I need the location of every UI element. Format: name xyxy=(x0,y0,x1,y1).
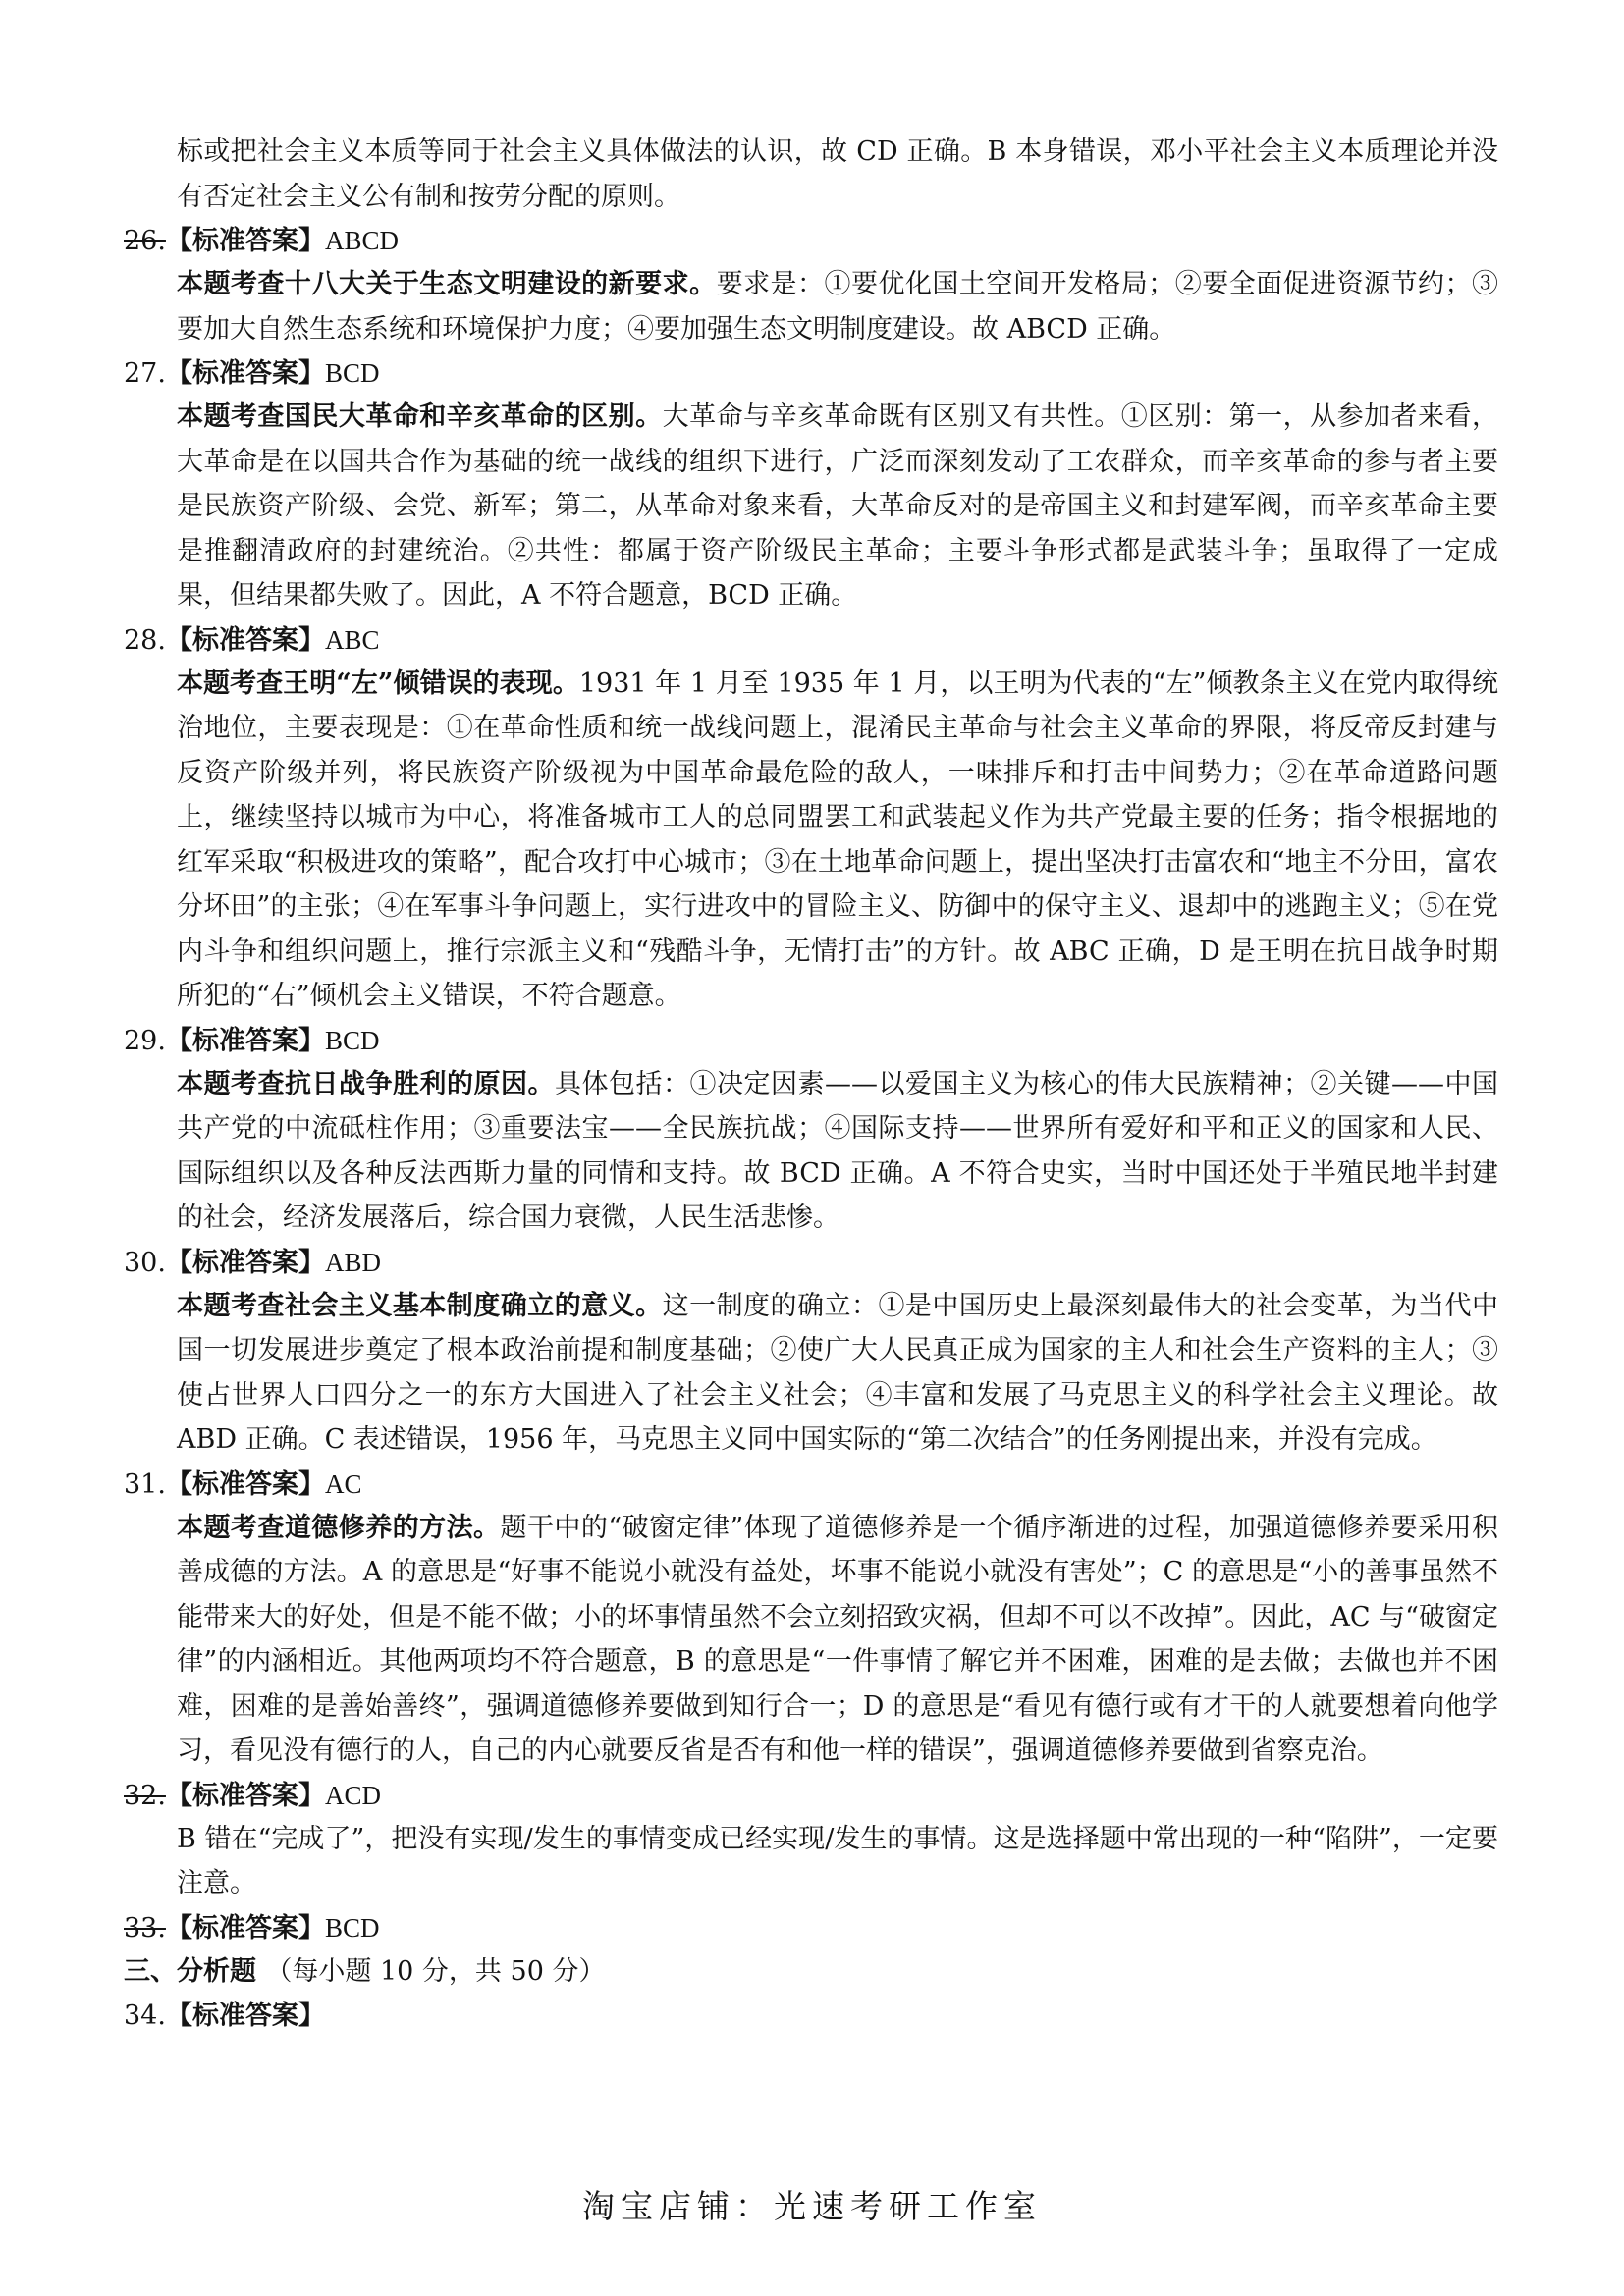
answer-value: ABD xyxy=(324,1247,381,1277)
answer-value: AC xyxy=(324,1468,362,1499)
answer-tag: 【标准答案】 xyxy=(165,1780,325,1811)
question-number: 34. xyxy=(124,2000,166,2031)
answer-tag: 【标准答案】 xyxy=(165,624,325,656)
explanation-lead: 本题考查道德修养的方法。 xyxy=(177,1512,501,1543)
explanation-lead: 本题考查国民大革命和辛亥革命的区别。 xyxy=(177,401,663,432)
question-header xyxy=(124,618,1498,662)
question-header xyxy=(124,1019,1498,1062)
section-heading xyxy=(124,1949,1498,1995)
explanation-lead: 本题考查抗日战争胜利的原因。 xyxy=(177,1068,555,1099)
explanation-lead: 本题考查十八大关于生态文明建设的新要求。 xyxy=(177,269,717,299)
question-30 xyxy=(124,1241,1498,1463)
question-27 xyxy=(124,351,1498,618)
question-number: 30. xyxy=(124,1247,166,1278)
answer-value: BCD xyxy=(324,1025,380,1055)
question-header xyxy=(124,219,1498,262)
explanation-text: B 错在“完成了”，把没有实现/发生的事情变成已经实现/发生的事情。这是选择题中常出现的一种“陷阱”，一定要注意。 xyxy=(177,1823,1498,1898)
explanation xyxy=(177,395,1498,618)
continuation-paragraph: 标或把社会主义本质等同于社会主义具体做法的认识，故 CD 正确。B 本身错误，邓小平社会主义本质理论并没有否定社会主义公有制和按劳分配的原则。 xyxy=(177,136,1498,212)
section-title: 三、分析题 xyxy=(124,1955,256,1987)
answer-value: ABCD xyxy=(324,226,399,255)
answer-tag: 【标准答案】 xyxy=(165,358,325,389)
footer-watermark: 淘宝店铺：光速考研工作室 xyxy=(582,2187,1042,2225)
question-header xyxy=(124,1774,1498,1817)
answer-tag: 【标准答案】 xyxy=(165,1247,325,1278)
question-header xyxy=(124,351,1498,395)
question-header xyxy=(124,1995,1498,2038)
answer-value: BCD xyxy=(324,1912,380,1943)
answer-value: BCD xyxy=(324,358,380,388)
section-note: （每小题 10 分，共 50 分） xyxy=(265,1955,606,1987)
question-header xyxy=(124,1463,1498,1506)
explanation-text: 这一制度的确立：①是中国历史上最深刻最伟大的社会变革，为当代中国一切发展进步奠定了根本政治前提和制度基础；②使广大人民真正成为国家的主人和社会生产资料的主人；③使占世界人口四分之一的东方大国进入了社会主义社会；④丰富和发展了马克思主义的科学社会主义理论。故 ABD 正确。C 表述错误，1956 年，马克思主义同中国实际的“第二次结合”的任务刚提出来，并没有完成。 xyxy=(177,1290,1498,1455)
answer-value: ACD xyxy=(324,1780,381,1810)
explanation-text: 1931 年 1 月至 1935 年 1 月，以王明为代表的“左”倾教条主义在党内取得统治地位，主要表现是：①在革命性质和统一战线问题上，混淆民主革命与社会主义革命的界限，将反帝反封建与反资产阶级并列，将民族资产阶级视为中国革命最危险的敌人，一味排斥和打击中间势力；②在革命道路问题上，继续坚持以城市为中心，将准备城市工人的总同盟罢工和武装起义作为共产党最主要的任务；指令根据地的红军采取“积极进攻的策略”，配合攻打中心城市；③在土地革命问题上，提出坚决打击富农和“地主不分田，富农分坏田”的主张；④在军事斗争问题上，实行进攻中的冒险主义、防御中的保守主义、退却中的逃跑主义；⑤在党内斗争和组织问题上，推行宗派主义和“残酷斗争，无情打击”的方针。故 ABC 正确，D 是王明在抗日战争时期所犯的“右”倾机会主义错误，不符合题意。 xyxy=(177,667,1499,1011)
question-number: 28. xyxy=(124,624,166,656)
explanation xyxy=(177,662,1498,1019)
explanation xyxy=(177,1817,1498,1906)
explanation-text: 具体包括：①决定因素——以爱国主义为核心的伟大民族精神；②关键——中国共产党的中流砥柱作用；③重要法宝——全民族抗战；④国际支持——世界所有爱好和平和正义的国家和人民、国际组织以及各种反法西斯力量的同情和支持。故 BCD 正确。A 不符合史实，当时中国还处于半殖民地半封建的社会，经济发展落后，综合国力衰微，人民生活悲惨。 xyxy=(177,1068,1498,1233)
question-header xyxy=(124,1241,1498,1284)
question-26 xyxy=(124,219,1498,351)
question-29 xyxy=(124,1019,1498,1241)
explanation xyxy=(177,262,1498,351)
answer-value: ABC xyxy=(324,624,380,655)
question-number: 26. xyxy=(124,226,166,256)
answer-tag: 【标准答案】 xyxy=(165,2000,325,2031)
explanation xyxy=(177,1062,1498,1241)
answer-page xyxy=(124,130,1498,2038)
question-number: 33. xyxy=(124,1912,166,1944)
explanation-text: 大革命与辛亥革命既有区别又有共性。①区别：第一，从参加者来看，大革命是在以国共合作为基础的统一战线的组织下进行，广泛而深刻发动了工农群众，而辛亥革命的参与者主要是民族资产阶级、会党、新军；第二，从革命对象来看，大革命反对的是帝国主义和封建军阀，而辛亥革命主要是推翻清政府的封建统治。②共性：都属于资产阶级民主革命；主要斗争形式都是武装斗争；虽取得了一定成果，但结果都失败了。因此，A 不符合题意，BCD 正确。 xyxy=(177,401,1498,611)
question-number: 29. xyxy=(124,1025,166,1056)
question-28 xyxy=(124,618,1498,1019)
explanation-lead: 本题考查王明“左”倾错误的表现。 xyxy=(177,667,579,699)
question-header xyxy=(124,1906,1498,1949)
question-34 xyxy=(124,1995,1498,2038)
answer-tag: 【标准答案】 xyxy=(165,1025,325,1056)
question-number: 27. xyxy=(124,358,166,389)
explanation xyxy=(177,1284,1498,1463)
question-33 xyxy=(124,1906,1498,1949)
explanation xyxy=(177,1506,1498,1774)
question-number: 31. xyxy=(124,1468,166,1500)
answer-tag: 【标准答案】 xyxy=(165,1912,325,1944)
question-number: 32. xyxy=(124,1780,166,1811)
answer-tag: 【标准答案】 xyxy=(165,226,325,256)
question-31 xyxy=(124,1463,1498,1774)
question-32 xyxy=(124,1774,1498,1906)
explanation-lead: 本题考查社会主义基本制度确立的意义。 xyxy=(177,1290,663,1321)
answer-tag: 【标准答案】 xyxy=(165,1468,325,1500)
explanation-text: 要求是：①要优化国土空间开发格局；②要全面促进资源节约；③要加大自然生态系统和环境保护力度；④要加强生态文明制度建设。故 ABCD 正确。 xyxy=(177,269,1499,345)
explanation-text: 题干中的“破窗定律”体现了道德修养是一个循序渐进的过程，加强道德修养要采用积善成德的方法。A 的意思是“好事不能说小就没有益处，坏事不能说小就没有害处”；C 的意思是“小的善事虽然不能带来大的好处，但是不能不做；小的坏事情虽然不会立刻招致灾祸，但却不可以不改掉”。因此，AC 与“破窗定律”的内涵相近。其他两项均不符合题意，B 的意思是“一件事情了解它并不困难，困难的是去做；去做也并不困难，困难的是善始善终”，强调道德修养要做到知行合一；D 的意思是“看见有德行或有才干的人就要想着向他学习，看见没有德行的人，自己的内心就要反省是否有和他一样的错误”，强调道德修养要做到省察克治。 xyxy=(177,1512,1498,1766)
